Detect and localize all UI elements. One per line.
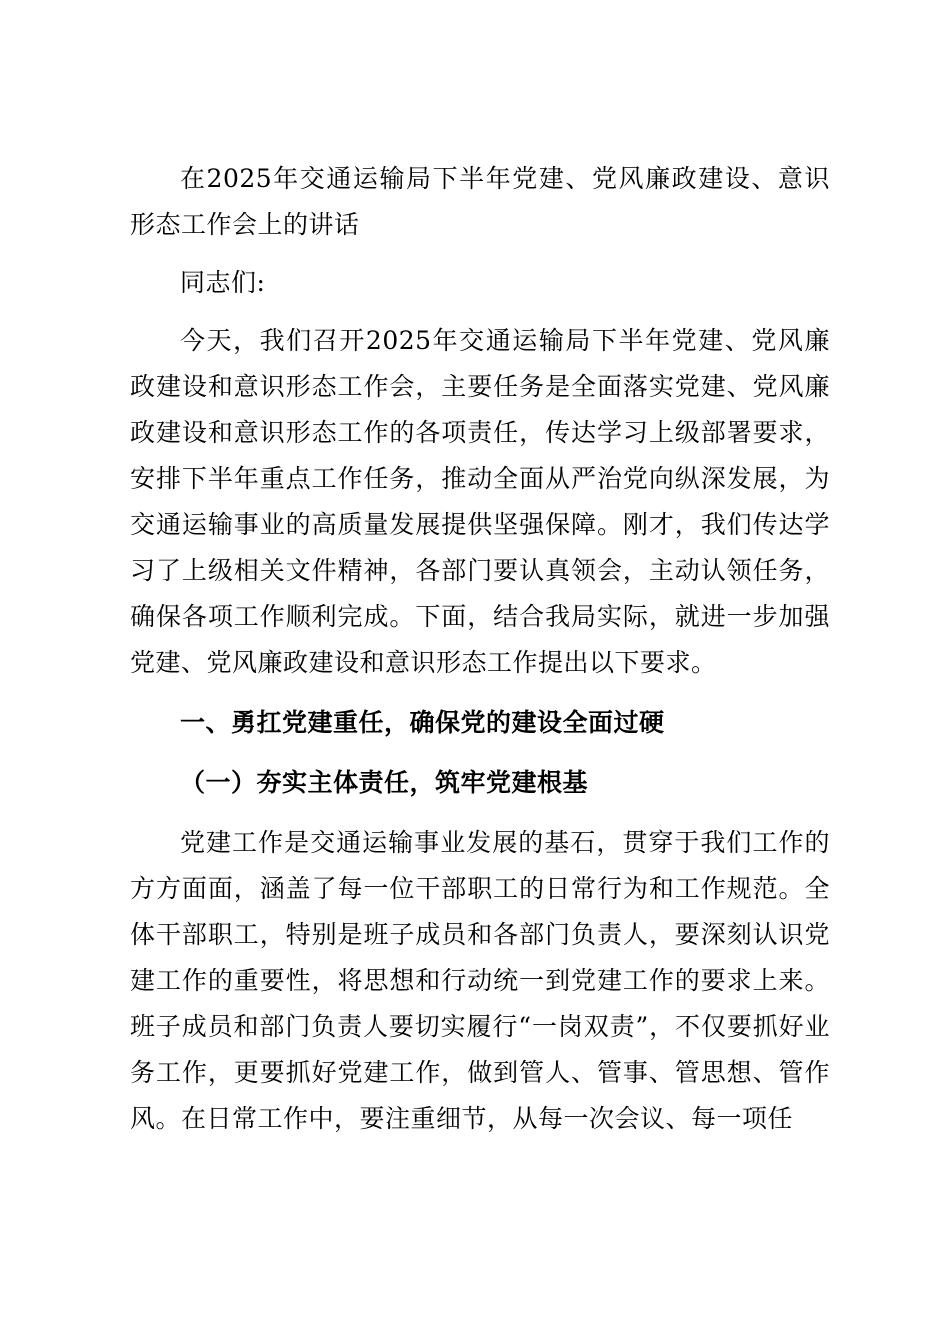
- body-paragraph-1: 党建工作是交通运输事业发展的基石，贯穿于我们工作的方方面面，涵盖了每一位干部职工的日常行为和工作规范。全体干部职工，特别是班子成员和各部门负责人，要深刻认识党建工作的重要性，将思想和行动统一到党建工作的要求上来。班子成员和部门负责人要切实履行“一岗双责”，不仅要抓好业务工作，更要抓好党建工作，做到管人、管事、管思想、管作风。在日常工作中，要注重细节，从每一次会议、每一项任: [130, 828, 830, 1133]
- intro-paragraph: 今天，我们召开2025年交通运输局下半年党建、党风廉政建设和意识形态工作会，主要任务是全面落实党建、党风廉政建设和意识形态工作的各项责任，传达学习上级部署要求，安排下半年重点工作任务，推动全面从严治党向纵深发展，为交通运输事业的高质量发展提供坚强保障。刚才，我们传达学习了上级相关文件精神，各部门要认真领会，主动认领任务，确保各项工作顺利完成。下面，结合我局实际，就进一步加强党建、党风廉政建设和意识形态工作提出以下要求。: [130, 326, 830, 677]
- subsection-heading-1: （一）夯实主体责任，筑牢党建根基: [180, 768, 589, 797]
- document-title: 在2025年交通运输局下半年党建、党风廉政建设、意识形态工作会上的讲话: [130, 164, 830, 239]
- document-body: [130, 156, 830, 1142]
- section-heading-1: 一、勇扛党建重任，确保党的建设全面过硬: [180, 708, 665, 737]
- greeting: 同志们:: [180, 268, 266, 297]
